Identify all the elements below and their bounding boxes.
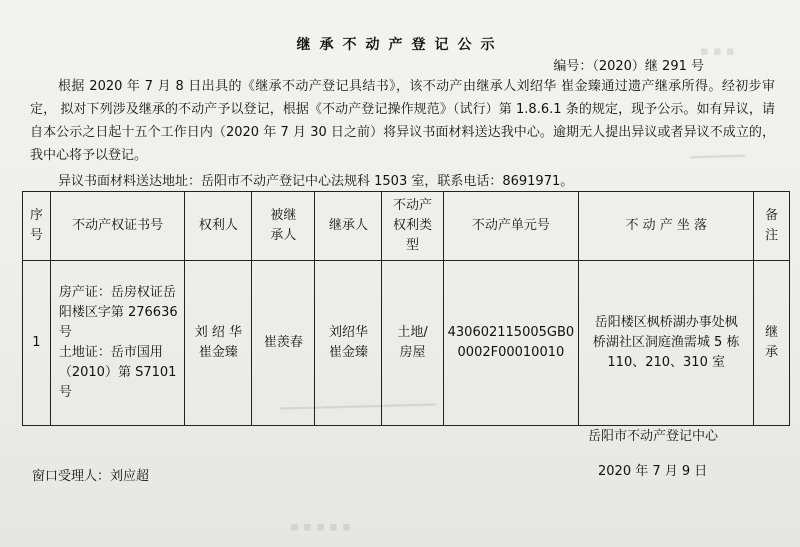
header-cert-no: 不动产权证书号 [50,192,185,261]
cert-line: 号 [58,325,72,340]
cert-line: （2010）第 S7101 号 [58,365,177,400]
header-index: 序 号 [23,192,51,261]
table-row [23,261,790,426]
cell-right-type: 土地/ 房屋 [382,261,443,426]
header-decedent: 被继 承人 [252,192,315,261]
cell-heir: 刘绍华 崔金臻 [315,261,382,426]
header-remark: 备 注 [754,192,790,261]
registration-table [22,191,790,426]
cell-cert-no [50,261,185,426]
show-through-mark: ▪ ▪ ▪ [700,44,735,59]
table-header-row [23,192,790,261]
header-right-holder: 权利人 [185,192,252,261]
cell-location: 岳阳楼区枫桥湖办事处枫 桥湖社区洞庭渔需城 5 栋 110、210、310 室 [579,261,754,426]
show-through-mark: ━━━━━━━ [689,149,746,166]
issue-date: 2020 年 7 月 9 日 [598,464,708,479]
issuing-organization: 岳阳市不动产登记中心 [588,429,719,444]
show-through-mark: ━━━━━━━━━━━━━━━━━━━━ [279,397,437,418]
header-unit-no: 不动产单元号 [443,192,579,261]
header-heir: 继承人 [315,192,382,261]
header-index-label: 序 [29,208,43,223]
page-title: 继承不动产登记公示 [296,37,504,53]
header-right-type: 不动产 权利类 型 [382,192,443,261]
cell-decedent: 崔羡春 [252,261,315,426]
cert-line: 阳楼区字第 276636 [58,305,178,320]
cert-line: 土地证：岳市国用 [58,345,163,360]
document-number: 编号：（2020）继 291 号 [553,59,704,74]
cell-unit-no: 430602115005GB0 0002F00010010 [443,261,579,426]
cell-remark: 继 承 [754,261,790,426]
cell-right-holder: 刘 绍 华 崔金臻 [185,261,252,426]
cert-line: 房产证：岳房权证岳 [58,285,176,300]
cell-index: 1 [23,261,51,426]
window-clerk: 窗口受理人：刘应超 [32,469,150,484]
announcement-body: 根据 2020 年 7 月 8 日出具的《继承不动产登记具结书》，该不动产由继承人刘绍华 崔金臻通过遗产继承所得。经初步审定， 拟对下列涉及继承的不动产予以登记，根据《不动产登记操作规范》（试行）第 1.8.6.1 条的规定，现予公示。如有异议，请自本公示之日起十五个工作日内（2020 年 7 月 30 日之前）将异议书面材料送达我中心。逾期无人提出异议或者异议不成立的，我中心将予以登记。 [30,79,775,163]
objection-address: 异议书面材料送达地址：岳阳市不动产登记中心法规科 1503 室，联系电话：8691971。 [58,174,574,189]
show-through-mark: ▪ ▪ ▪ ▪ ▪ [290,520,351,535]
header-location: 不 动 产 坐 落 [579,192,754,261]
